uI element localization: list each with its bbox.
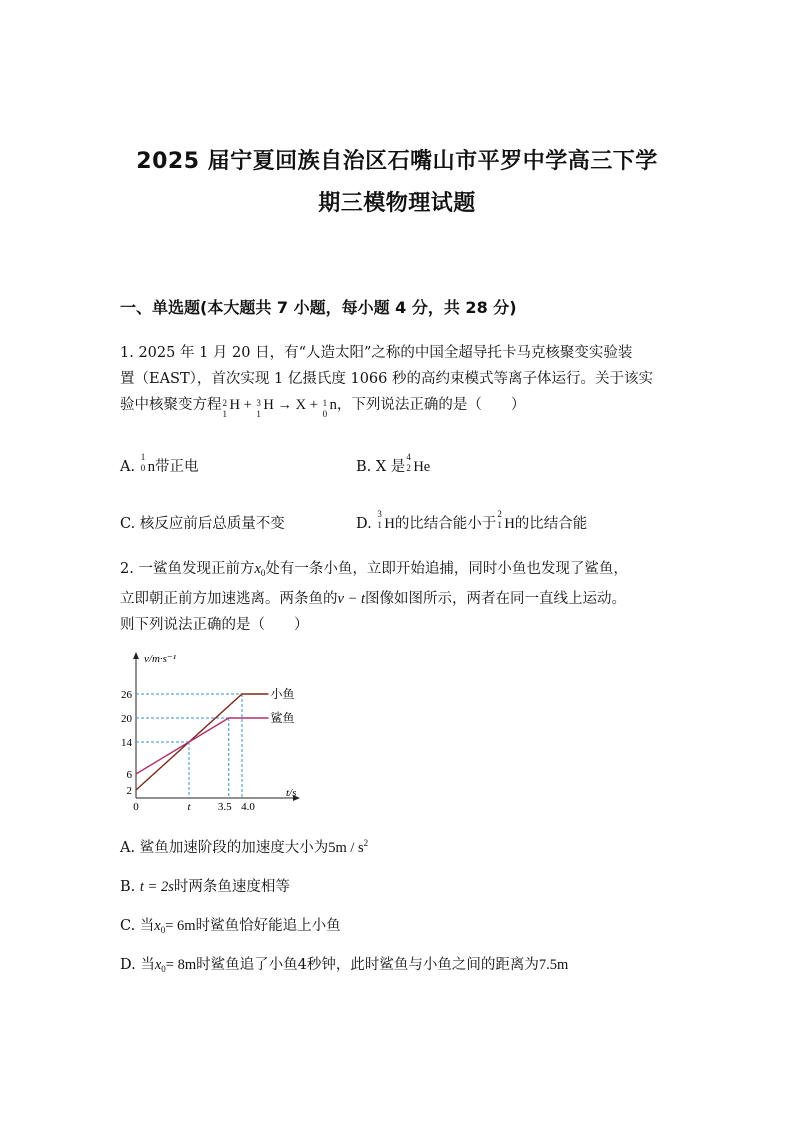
page-title-line-1: 2025 届宁夏回族自治区石嘴山市平罗中学高三下学 <box>136 149 658 174</box>
x-tick-label: 4.0 <box>241 801 255 813</box>
series-line-shark <box>136 718 269 774</box>
series-label: 小鱼 <box>270 687 295 701</box>
q2-option-d[interactable]: D. 当$x_0= 8m$时鲨鱼追了小鱼4秒钟，此时鲨鱼与小鱼之间的距离为7.5m <box>120 957 569 974</box>
page-title-line-2: 期三模物理试题 <box>318 191 476 216</box>
q1-option-b[interactable]: B. X 是 4 2 He <box>356 452 431 475</box>
q2-stem <box>120 556 690 638</box>
q1-option-c[interactable]: C. 核反应前后总质量不变 <box>120 516 285 532</box>
q2-line-3: 则下列说法正确的是（ ） <box>120 617 309 633</box>
series-line-small-fish <box>136 694 269 790</box>
y-tick-label: 6 <box>126 769 132 781</box>
x-axis-label: t/s <box>286 787 297 799</box>
y-axis-arrow <box>133 652 139 659</box>
q2-option-c[interactable]: C. 当$x_0= 6m$时鲨鱼恰好能追上小鱼 <box>120 918 341 935</box>
q2-line-2: 立即朝正前方加速逃离。两条鱼的v − t图像如图所示，两者在同一直线上运动。 <box>120 591 626 607</box>
vt-chart <box>110 648 310 813</box>
q1-line-2: 置（EAST），首次实现 1 亿摄氏度 1066 秒的高约束模式等离子体运行。关于该实 <box>120 371 653 387</box>
q1-option-d[interactable]: D. 3 1 H的比结合能小于 2 1 H的比结合能 <box>356 509 588 532</box>
y-tick-label: 20 <box>121 713 132 725</box>
y-tick-label: 26 <box>121 689 132 701</box>
y-axis-label: v/m·s⁻¹ <box>144 653 177 665</box>
q1-line-3-tail: ，下列说法正确的是（ ） <box>336 397 526 413</box>
q1-line-3 <box>120 392 680 418</box>
fusion-equation: 2 1 H + 3 1 H → X + 1 0 n <box>222 397 337 419</box>
y-tick-label: 14 <box>121 737 132 749</box>
q1-line-1: 1. 2025 年 1 月 20 日，有“人造太阳”之称的中国全超导托卡马克核聚变实验装 <box>120 345 633 361</box>
x-tick-label: 0 <box>133 801 139 813</box>
q2-option-a[interactable]: A. 鲨鱼加速阶段的加速度大小为$5m / s^2$ <box>120 838 369 856</box>
x-tick-label: 3.5 <box>217 801 232 813</box>
q1-stem <box>120 340 680 418</box>
section-heading: 一、单选题(本大题共 7 小题，每小题 4 分，共 28 分) <box>120 298 517 317</box>
q1-option-a[interactable]: A. 1 0 n带正电 <box>120 452 199 475</box>
series-label: 鲨鱼 <box>270 711 295 725</box>
y-tick-label: 2 <box>126 785 132 797</box>
q2-line-1: 2. 一鲨鱼发现正前方$x_0$处有一条小鱼，立即开始追捕，同时小鱼也发现了鲨鱼， <box>120 561 628 578</box>
x-tick-label: t <box>187 801 191 813</box>
q1-line-3-text: 验中核聚变方程 <box>120 397 222 413</box>
q2-option-b[interactable]: B. t = 2s时两条鱼速度相等 <box>120 879 290 895</box>
